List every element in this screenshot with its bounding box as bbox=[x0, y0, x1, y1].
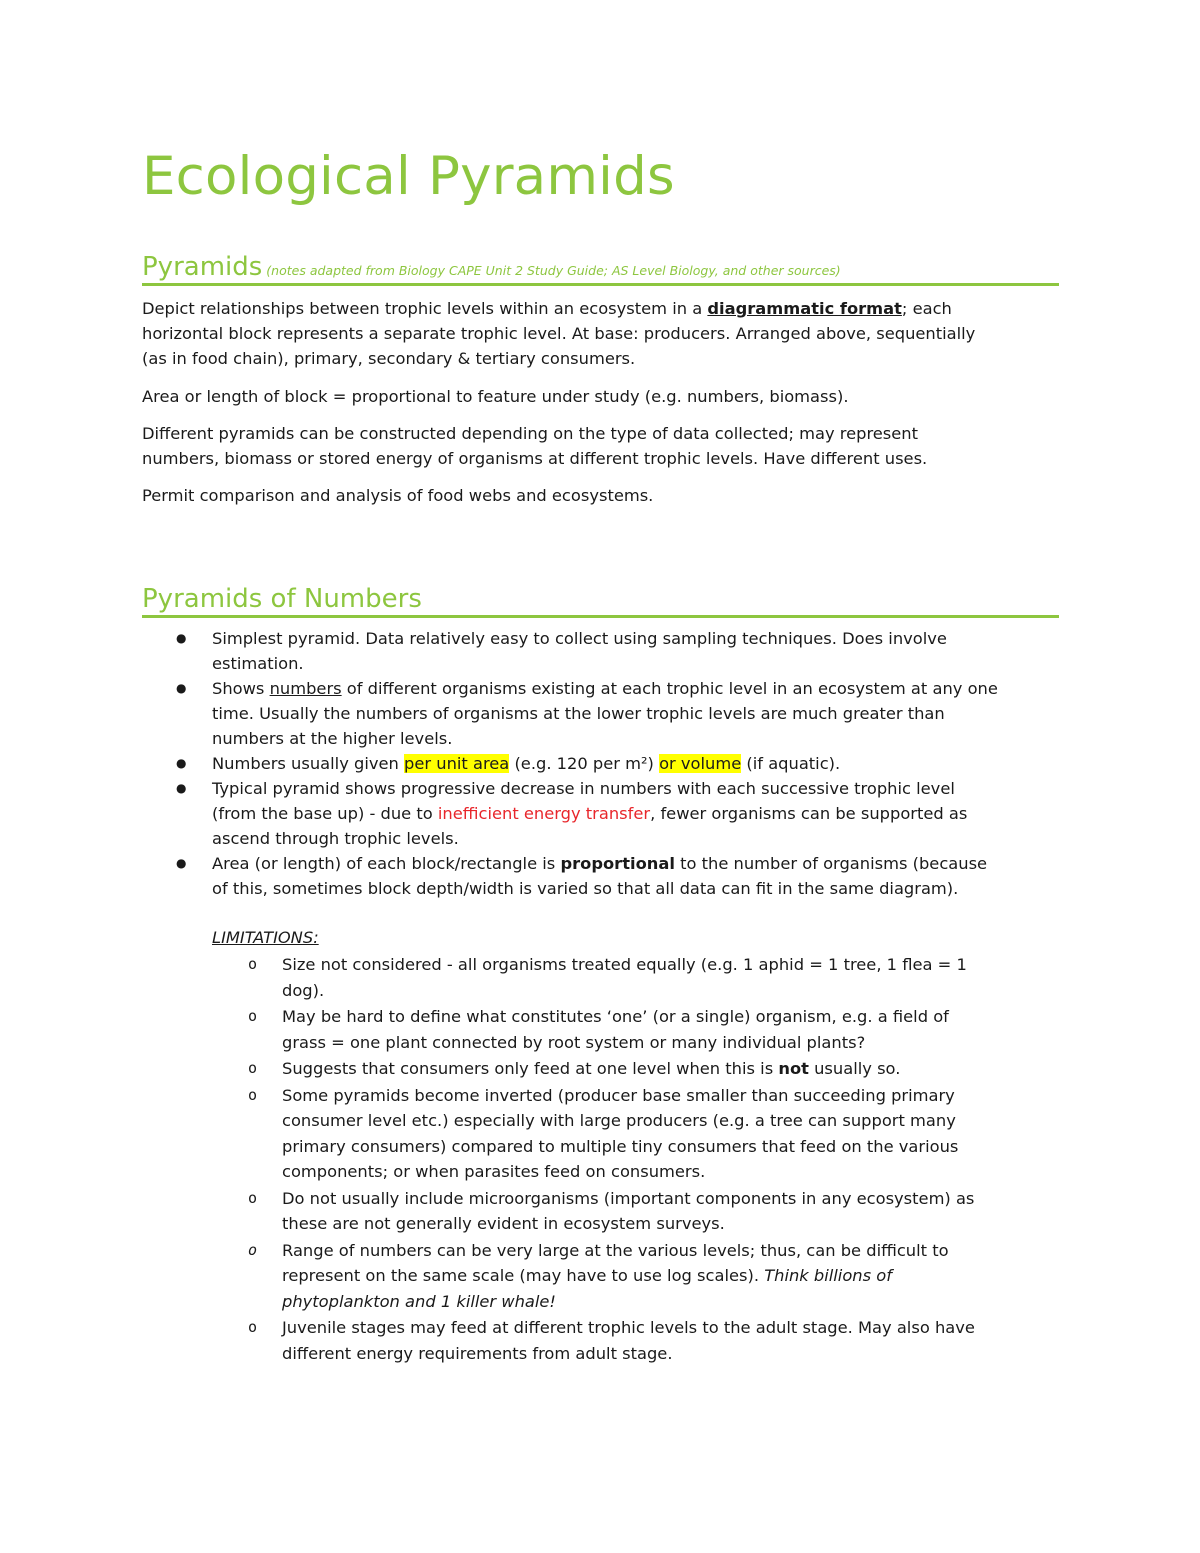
text-line: Area or length of block = proportional to feature under study (e.g. numbers, biomass). bbox=[142, 387, 849, 406]
paragraph-comparison bbox=[142, 483, 1059, 508]
bullet-list bbox=[142, 626, 1059, 901]
text-run: Depict relationships between trophic levels within an ecosystem in a bbox=[142, 299, 708, 318]
list-item bbox=[142, 1004, 1059, 1055]
text-run: Numbers usually given bbox=[212, 754, 405, 773]
text-line: different energy requirements from adult stage. bbox=[282, 1343, 673, 1363]
text-line: numbers at the higher levels. bbox=[212, 729, 453, 748]
highlight-or-volume: or volume bbox=[659, 754, 742, 773]
text-line: Simplest pyramid. Data relatively easy to collect using sampling techniques. Does involve bbox=[212, 629, 947, 648]
text-line bbox=[142, 296, 1059, 321]
text-line: (as in food chain), primary, secondary & tertiary consumers. bbox=[142, 349, 636, 368]
section-title: Pyramids of Numbers bbox=[142, 584, 422, 614]
text-run: ; each bbox=[901, 299, 952, 318]
list-item bbox=[142, 1186, 1059, 1237]
text-line: components; or when parasites feed on consumers. bbox=[282, 1162, 706, 1181]
text-line: phytoplankton and 1 killer whale! bbox=[282, 1291, 556, 1311]
text-line bbox=[212, 676, 1059, 701]
sub-bullet-icon: o bbox=[248, 1188, 258, 1207]
text-line: Range of numbers can be very large at the various levels; thus, can be difficult to bbox=[282, 1240, 949, 1260]
section-heading-pyramids bbox=[142, 252, 1059, 286]
emphasis-inefficient-energy-transfer: inefficient energy transfer bbox=[437, 804, 651, 823]
list-item bbox=[142, 1083, 1059, 1185]
sub-bullet-icon: o bbox=[248, 1318, 258, 1336]
text-run: represent on the same scale (may have to use log scales). bbox=[282, 1266, 765, 1285]
text-run: Area (or length) of each block/rectangle is bbox=[212, 854, 561, 873]
text-line bbox=[282, 1263, 1059, 1289]
list-item bbox=[142, 676, 1059, 751]
text-line: these are not generally evident in ecosystem surveys. bbox=[282, 1214, 725, 1233]
text-line: Typical pyramid shows progressive decrease in numbers with each successive trophic level bbox=[212, 779, 955, 798]
bullet-icon: ● bbox=[176, 681, 187, 695]
section-heading-pyramids-of-numbers bbox=[142, 584, 1059, 618]
text-line bbox=[212, 851, 1059, 876]
section-source-note: (notes adapted from Biology CAPE Unit 2 Study Guide; AS Level Biology, and other sources) bbox=[266, 263, 841, 278]
text-line: primary consumers) compared to multiple tiny consumers that feed on the various bbox=[282, 1136, 959, 1156]
highlight-per-unit-area: per unit area bbox=[404, 754, 510, 773]
text-line: grass = one plant connected by root system or many individual plants? bbox=[282, 1032, 866, 1052]
text-line: Permit comparison and analysis of food webs and ecosystems. bbox=[142, 486, 654, 505]
bullet-icon: ● bbox=[176, 631, 187, 645]
text-line bbox=[212, 801, 1059, 826]
text-run: of different organisms existing at each trophic level in an ecosystem at any one bbox=[341, 679, 998, 698]
text-run: (from the base up) - due to bbox=[212, 804, 438, 823]
emphasis-not: not bbox=[778, 1059, 809, 1078]
text-run: , fewer organisms can be supported as bbox=[650, 804, 968, 823]
list-item bbox=[142, 751, 1059, 776]
text-line: dog). bbox=[282, 980, 325, 1000]
page-title: Ecological Pyramids bbox=[142, 146, 675, 207]
sub-bullet-icon: o bbox=[248, 1059, 258, 1077]
text-line: consumer level etc.) especially with large producers (e.g. a tree can support many bbox=[282, 1111, 956, 1130]
text-line: ascend through trophic levels. bbox=[212, 829, 459, 848]
list-item bbox=[142, 952, 1059, 1003]
bullet-icon: ● bbox=[176, 856, 187, 870]
paragraph-definition bbox=[142, 296, 1059, 371]
sub-bullet-icon: o bbox=[248, 1240, 258, 1259]
emphasis-diagrammatic-format: diagrammatic format bbox=[707, 299, 902, 318]
list-item bbox=[142, 1238, 1059, 1315]
text-line: Size not considered - all organisms treated equally (e.g. 1 aphid = 1 tree, 1 flea = 1 bbox=[282, 955, 967, 974]
text-line bbox=[212, 751, 1059, 776]
section-title: Pyramids bbox=[142, 252, 263, 282]
text-line: horizontal block represents a separate trophic level. At base: producers. Arranged above, sequentially bbox=[142, 324, 976, 343]
text-line: numbers, biomass or stored energy of organisms at different trophic levels. Have different uses. bbox=[142, 449, 928, 468]
text-run: Suggests that consumers only feed at one level when this is bbox=[282, 1059, 779, 1078]
text-run: to the number of organisms (because bbox=[674, 854, 988, 873]
text-run: (e.g. 120 per m²) bbox=[509, 754, 660, 773]
text-line: of this, sometimes block depth/width is varied so that all data can fit in the same diagram). bbox=[212, 879, 959, 898]
emphasis-proportional: proportional bbox=[560, 854, 675, 873]
text-run: Shows bbox=[212, 679, 270, 698]
sub-bullet-icon: o bbox=[248, 955, 258, 973]
bullet-icon: ● bbox=[176, 781, 187, 795]
text-line: May be hard to define what constitutes ‘one’ (or a single) organism, e.g. a field of bbox=[282, 1007, 949, 1026]
text-line bbox=[282, 1056, 1059, 1082]
bullet-icon: ● bbox=[176, 756, 187, 770]
list-item bbox=[142, 1056, 1059, 1082]
list-item bbox=[142, 776, 1059, 851]
paragraph-types bbox=[142, 421, 1059, 471]
text-line: estimation. bbox=[212, 654, 304, 673]
text-line: Juvenile stages may feed at different trophic levels to the adult stage. May also have bbox=[282, 1318, 975, 1337]
text-run: usually so. bbox=[808, 1059, 901, 1078]
paragraph-area bbox=[142, 384, 1059, 409]
list-item bbox=[142, 851, 1059, 901]
emphasis-italic: Think billions of bbox=[764, 1266, 892, 1285]
list-item bbox=[142, 1315, 1059, 1366]
text-line: time. Usually the numbers of organisms at the lower trophic levels are much greater than bbox=[212, 704, 945, 723]
text-run: (if aquatic). bbox=[741, 754, 841, 773]
text-line: Different pyramids can be constructed depending on the type of data collected; may represent bbox=[142, 424, 918, 443]
text-line: Some pyramids become inverted (producer base smaller than succeeding primary bbox=[282, 1085, 955, 1105]
sub-bullet-icon: o bbox=[248, 1085, 258, 1104]
text-line: Do not usually include microorganisms (important components in any ecosystem) as bbox=[282, 1188, 975, 1208]
sub-bullet-icon: o bbox=[248, 1007, 258, 1025]
emphasis-numbers: numbers bbox=[269, 679, 342, 698]
list-item bbox=[142, 626, 1059, 676]
limitations-list bbox=[142, 952, 1059, 1367]
limitations-heading: LIMITATIONS: bbox=[212, 928, 319, 947]
